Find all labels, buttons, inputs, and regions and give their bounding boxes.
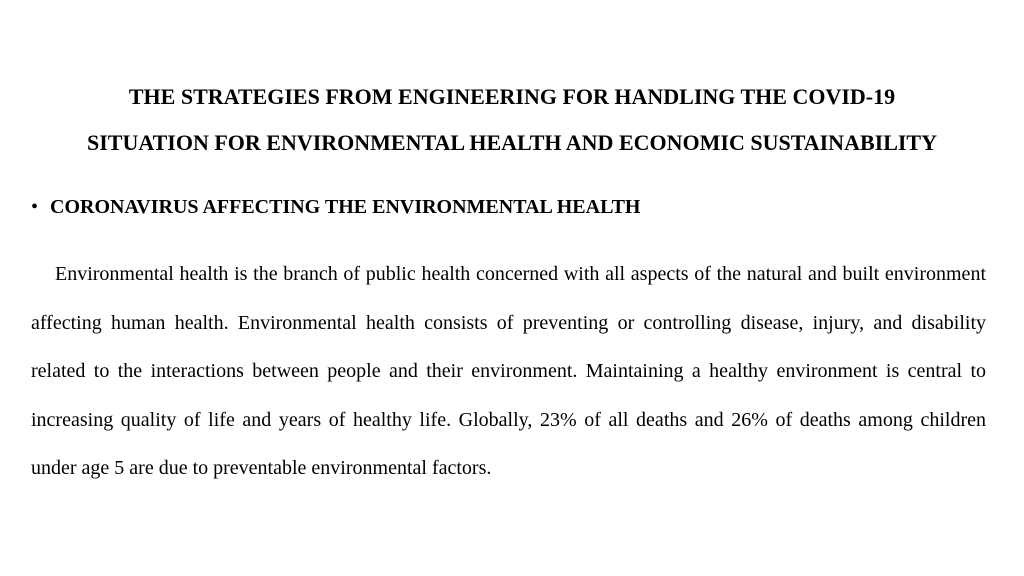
bullet-item (31, 196, 641, 219)
title-line-2: SITUATION FOR ENVIRONMENTAL HEALTH AND ECONOMIC SUSTAINABILITY (86, 130, 937, 155)
bullet-icon: • (31, 196, 39, 218)
body-paragraph: Environmental health is the branch of public health concerned with all aspects of the natural and built environment affecting human health. Environmental health consists of preventing or controlling disease, injury, and disability related to the interactions between people and their environment. Maintaining a healthy environment is central to increasing quality of life and years of healthy life. Globally, 23% of all deaths and 26% of deaths among children under age 5 are due to preventable environmental factors. (31, 263, 986, 479)
bullet-heading: CORONAVIRUS AFFECTING THE ENVIRONMENTAL HEALTH (50, 196, 641, 218)
title-line-1: THE STRATEGIES FROM ENGINEERING FOR HANDLING THE COVID-19 (128, 84, 896, 109)
